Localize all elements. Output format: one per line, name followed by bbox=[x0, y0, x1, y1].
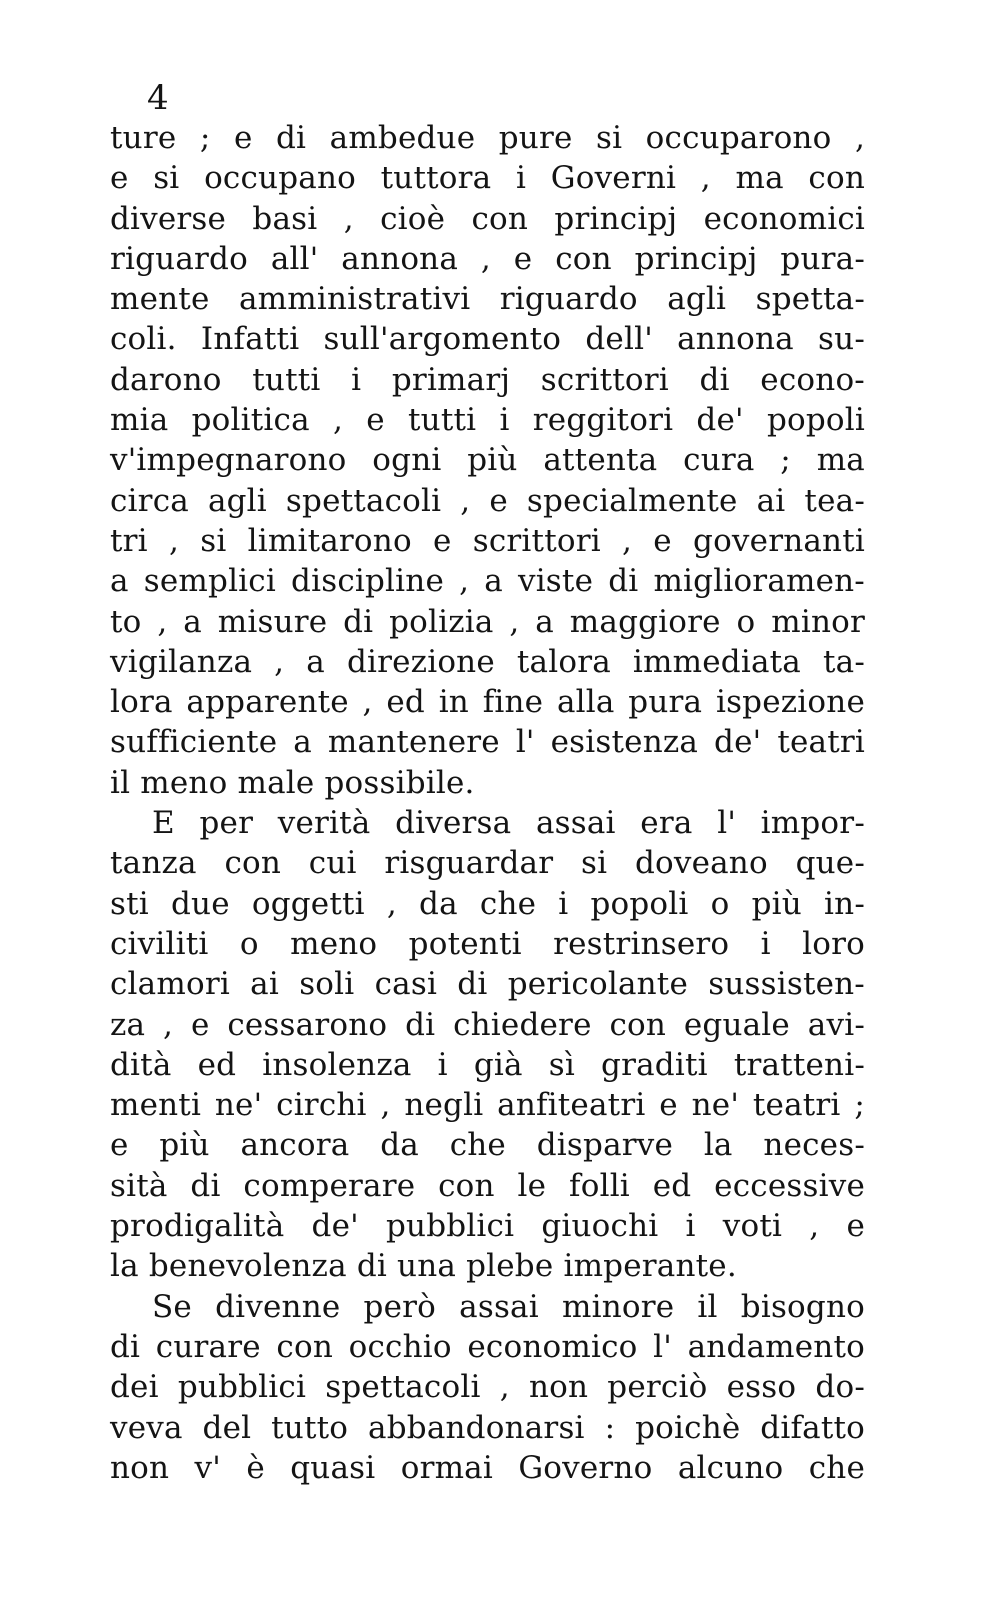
text-line: tri , si limitarono e scrittori , e governanti bbox=[110, 522, 865, 559]
text-line: v'impegnarono ogni più attenta cura ; ma bbox=[110, 442, 865, 479]
text-line: circa agli spettacoli , e specialmente ai tea- bbox=[110, 482, 865, 519]
text-line: mia politica , e tutti i reggitori de' popoli bbox=[110, 402, 865, 439]
text-line: la benevolenza di una plebe imperante. bbox=[110, 1248, 737, 1285]
text-line: lora apparente , ed in fine alla pura ispezione bbox=[110, 684, 865, 721]
text-line: veva del tutto abbandonarsi : poichè difatto bbox=[110, 1409, 865, 1446]
text-line: sità di comperare con le folli ed eccessive bbox=[110, 1167, 865, 1204]
text-line: non v' è quasi ormai Governo alcuno che bbox=[110, 1449, 865, 1486]
text-line: dità ed insolenza i già sì graditi tratteni- bbox=[110, 1046, 865, 1083]
text-line: vigilanza , a direzione talora immediata ta- bbox=[110, 643, 865, 680]
text-line: il meno male possibile. bbox=[110, 764, 475, 801]
page-number: 4 bbox=[147, 78, 169, 118]
text-line: sti due oggetti , da che i popoli o più in- bbox=[110, 885, 865, 922]
text-line: a semplici discipline , a viste di miglioramen- bbox=[110, 563, 865, 600]
text-line: diverse basi , cioè con principj economici bbox=[110, 200, 865, 237]
text-line: sufficiente a mantenere l' esistenza de' teatri bbox=[110, 724, 865, 761]
text-line: za , e cessarono di chiedere con eguale avi- bbox=[110, 1006, 865, 1043]
text-line: mente amministrativi riguardo agli spetta- bbox=[110, 281, 865, 318]
text-line: E per verità diversa assai era l' impor- bbox=[152, 805, 865, 842]
text-line: coli. Infatti sull'argomento dell' annona su- bbox=[110, 321, 865, 358]
text-line: prodigalità de' pubblici giuochi i voti , e bbox=[110, 1208, 865, 1245]
text-line: menti ne' circhi , negli anfiteatri e ne' teatri ; bbox=[110, 1087, 865, 1124]
text-line: Se divenne però assai minore il bisogno bbox=[152, 1288, 865, 1325]
text-line: tanza con cui risguardar si doveano que- bbox=[110, 845, 865, 882]
text-line: civiliti o meno potenti restrinsero i loro bbox=[110, 925, 865, 962]
text-line: di curare con occhio economico l' andamento bbox=[110, 1328, 865, 1365]
text-line: e più ancora da che disparve la neces- bbox=[110, 1127, 865, 1164]
text-line: to , a misure di polizia , a maggiore o minor bbox=[110, 603, 865, 640]
body-text bbox=[110, 118, 865, 1488]
text-line: clamori ai soli casi di pericolante sussisten- bbox=[110, 966, 865, 1003]
text-line: riguardo all' annona , e con principj pura- bbox=[110, 240, 865, 277]
text-line: dei pubblici spettacoli , non perciò esso do- bbox=[110, 1369, 865, 1406]
text-line: ture ; e di ambedue pure si occuparono , bbox=[110, 120, 865, 156]
text-line: e si occupano tuttora i Governi , ma con bbox=[110, 160, 865, 197]
text-line: darono tutti i primarj scrittori di econo- bbox=[110, 361, 865, 398]
